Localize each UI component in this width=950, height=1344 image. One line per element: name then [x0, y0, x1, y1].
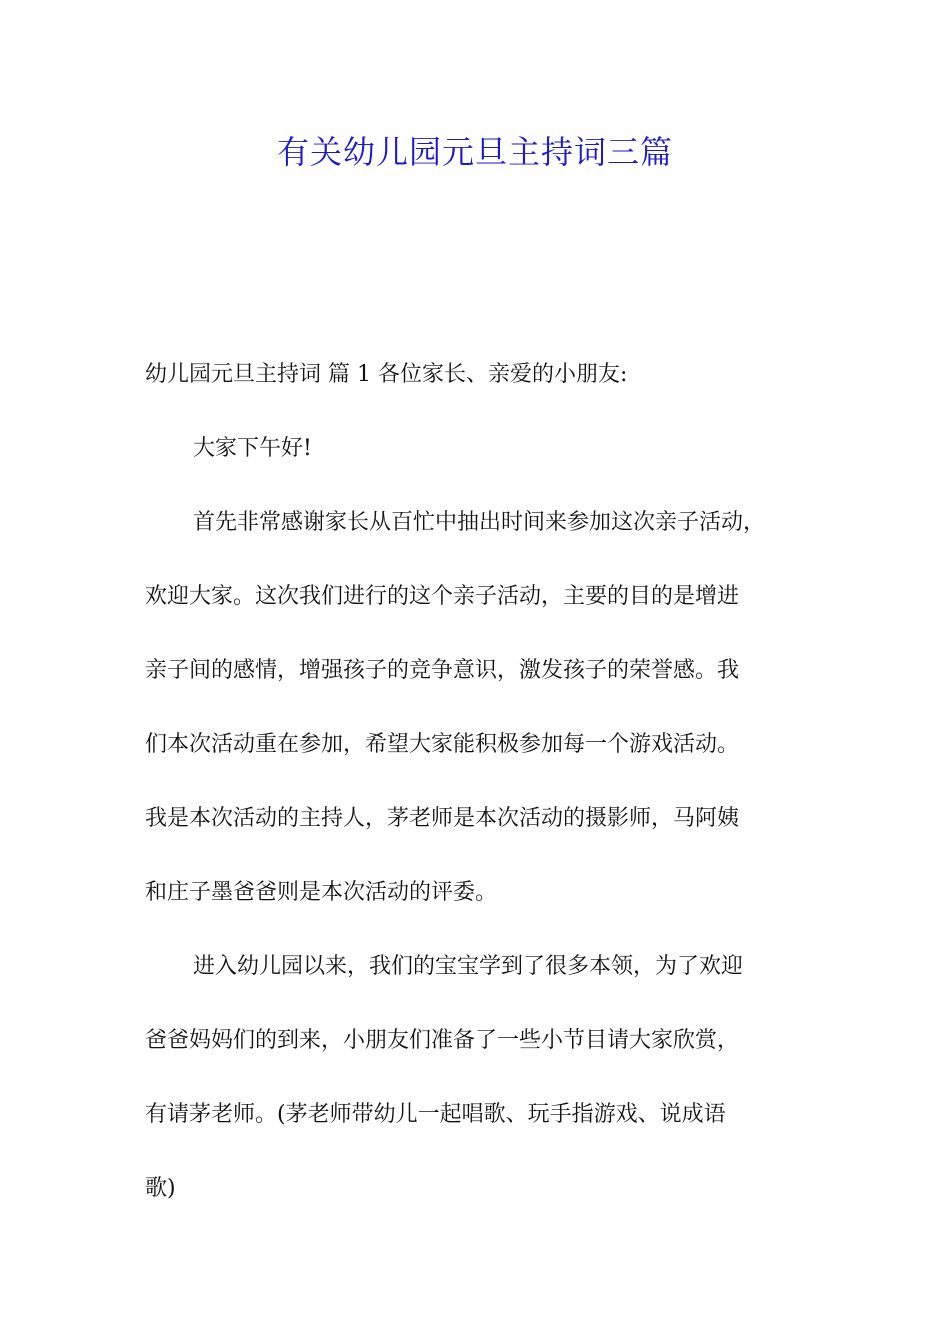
text-line: 歌) [145, 1176, 176, 1201]
paragraph-performance [145, 930, 835, 1226]
document-body [145, 338, 835, 1226]
text-line: 们本次活动重在参加，希望大家能积极参加每一个游戏活动。 [145, 732, 740, 757]
text-line: 爸爸妈妈们的到来，小朋友们准备了一些小节目请大家欣赏， [145, 1028, 740, 1053]
text-line: 和庄子墨爸爸则是本次活动的评委。 [145, 880, 498, 905]
text-line: 首先非常感谢家长从百忙中抽出时间来参加这次亲子活动， [193, 510, 766, 535]
text-line: 我是本次活动的主持人，茅老师是本次活动的摄影师，马阿姨 [145, 806, 740, 831]
text-line: 欢迎大家。这次我们进行的这个亲子活动，主要的目的是增进 [145, 584, 740, 609]
paragraph-greeting [145, 338, 835, 412]
text-line: 有请茅老师。(茅老师带幼儿一起唱歌、玩手指游戏、说成语 [145, 1102, 726, 1127]
text-line: 大家下午好! [193, 436, 312, 461]
text-line: 进入幼儿园以来，我们的宝宝学到了很多本领，为了欢迎 [193, 954, 744, 979]
text-line: 幼儿园元旦主持词 篇 1 各位家长、亲爱的小朋友: [145, 362, 628, 387]
text-line: 亲子间的感情，增强孩子的竞争意识，激发孩子的荣誉感。我 [145, 658, 740, 683]
paragraph-intro [145, 486, 835, 930]
paragraph-hello [145, 412, 835, 486]
document-title: 有关幼儿园元旦主持词三篇 [276, 133, 673, 171]
